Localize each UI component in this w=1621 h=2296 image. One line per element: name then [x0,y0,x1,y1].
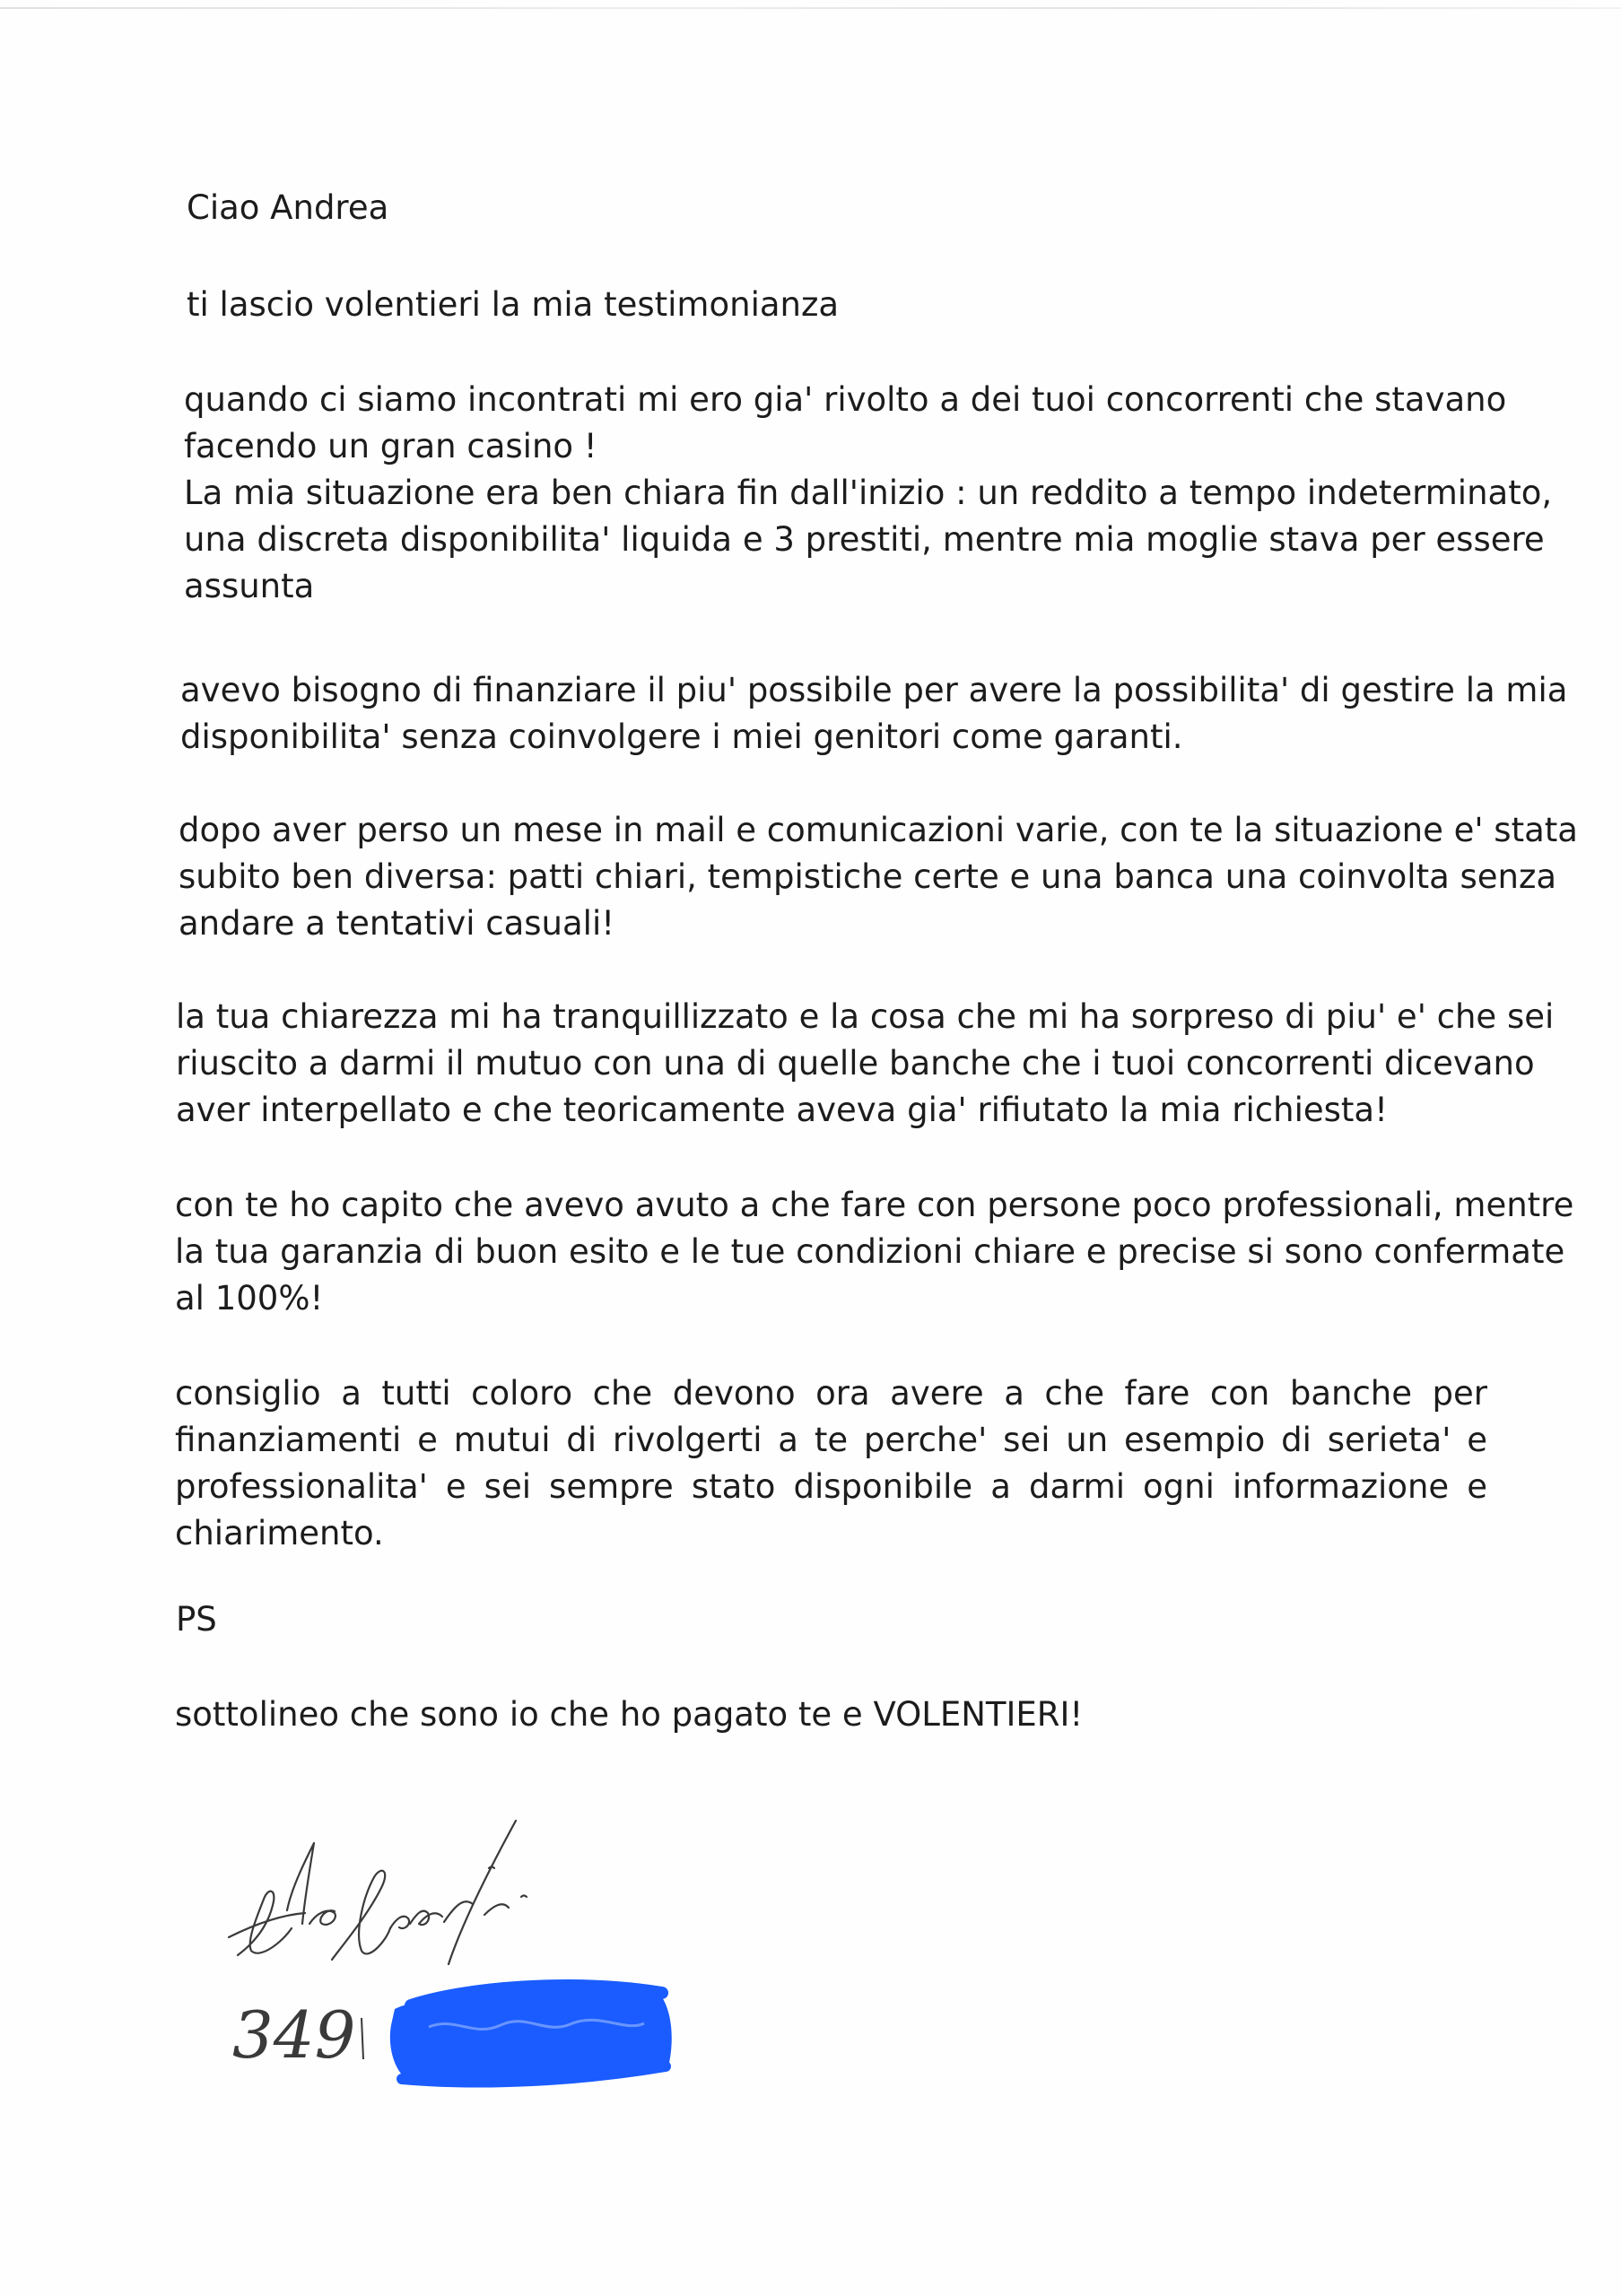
redaction-mark [375,1973,680,2090]
ps-text: sottolineo che sono io che ho pagato te e VOLENTIERI! [175,1695,1084,1734]
handwritten-signature [220,1807,579,1987]
paragraph-line: la tua garanzia di buon esito e le tue condizioni chiare e precise si sono confermate [175,1232,1565,1271]
paragraph-6 [175,1370,1487,1557]
greeting: Ciao Andrea [187,188,389,227]
paragraph-line: con te ho capito che avevo avuto a che fare con persone poco professionali, mentre [175,1186,1574,1224]
paragraph-3 [179,807,1578,947]
paragraph-line: la tua chiarezza mi ha tranquillizzato e la cosa che mi ha sorpreso di piu' e' che sei [176,997,1555,1036]
paragraph-line: avevo bisogno di finanziare il piu' possibile per avere la possibilita' di gestire la mia [180,671,1568,709]
paragraph-4 [176,994,1555,1134]
paragraph-line: al 100%! [175,1279,324,1318]
intro-line: ti lascio volentieri la mia testimonianza [187,285,840,324]
paragraph-line: quando ci siamo incontrati mi ero gia' rivolto a dei tuoi concorrenti che stavano [184,380,1507,419]
paragraph-2 [180,667,1568,761]
paragraph-line: finanziamenti e mutui di rivolgerti a te perche' sei un esempio di serieta' e [175,1421,1487,1459]
paragraph-line: subito ben diversa: patti chiari, tempistiche certe e una banca una coinvolta senza [179,857,1557,896]
paragraph-line: professionalita' e sei sempre stato disponibile a darmi ogni informazione e [175,1467,1487,1506]
paragraph-line: consiglio a tutti coloro che devono ora avere a che fare con banche per [175,1374,1487,1413]
paragraph-line: La mia situazione era ben chiara fin dall'inizio : un reddito a tempo indeterminato, [184,474,1553,512]
paragraph-5 [175,1182,1574,1322]
paragraph-line: andare a tentativi casuali! [179,904,615,943]
ps-label: PS [176,1600,217,1639]
handwritten-phone-prefix [229,1982,372,2081]
scan-top-edge [0,7,1621,9]
paragraph-line: riuscito a darmi il mutuo con una di quelle banche che i tuoi concorrenti dicevano [176,1044,1535,1083]
paragraph-line: assunta [184,567,315,605]
paragraph-line: dopo aver perso un mese in mail e comunicazioni varie, con te la situazione e' stata [179,811,1578,849]
paragraph-line: facendo un gran casino ! [184,427,597,465]
phone-prefix-text: 349 [232,1997,356,2073]
paragraph-line: una discreta disponibilita' liquida e 3 prestiti, mentre mia moglie stava per essere [184,520,1545,559]
paragraph-line: chiarimento. [175,1514,384,1552]
paragraph-line: disponibilita' senza coinvolgere i miei genitori come garanti. [180,718,1183,756]
paragraph-line: aver interpellato e che teoricamente aveva gia' rifiutato la mia richiesta! [176,1091,1388,1129]
paragraph-1 [184,377,1553,610]
